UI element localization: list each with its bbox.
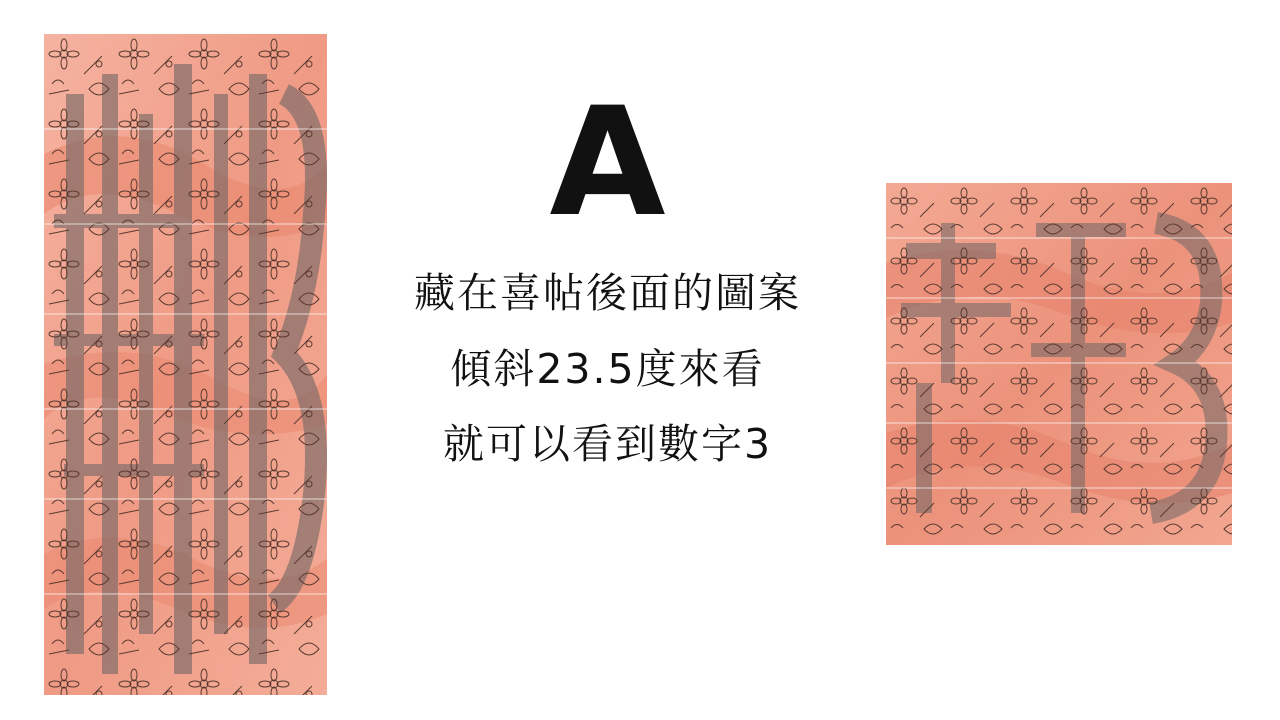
floral-pattern-icon <box>886 183 1232 545</box>
caption-line-2: 傾斜23.5度來看 <box>450 345 765 393</box>
right-floral-image <box>886 183 1232 545</box>
left-floral-image <box>44 34 327 695</box>
slide-letter: A <box>549 76 666 250</box>
floral-pattern-icon <box>44 34 327 695</box>
caption-line-3: 就可以看到數字3 <box>442 420 773 468</box>
caption-line-1: 藏在喜帖後面的圖案 <box>414 269 801 317</box>
